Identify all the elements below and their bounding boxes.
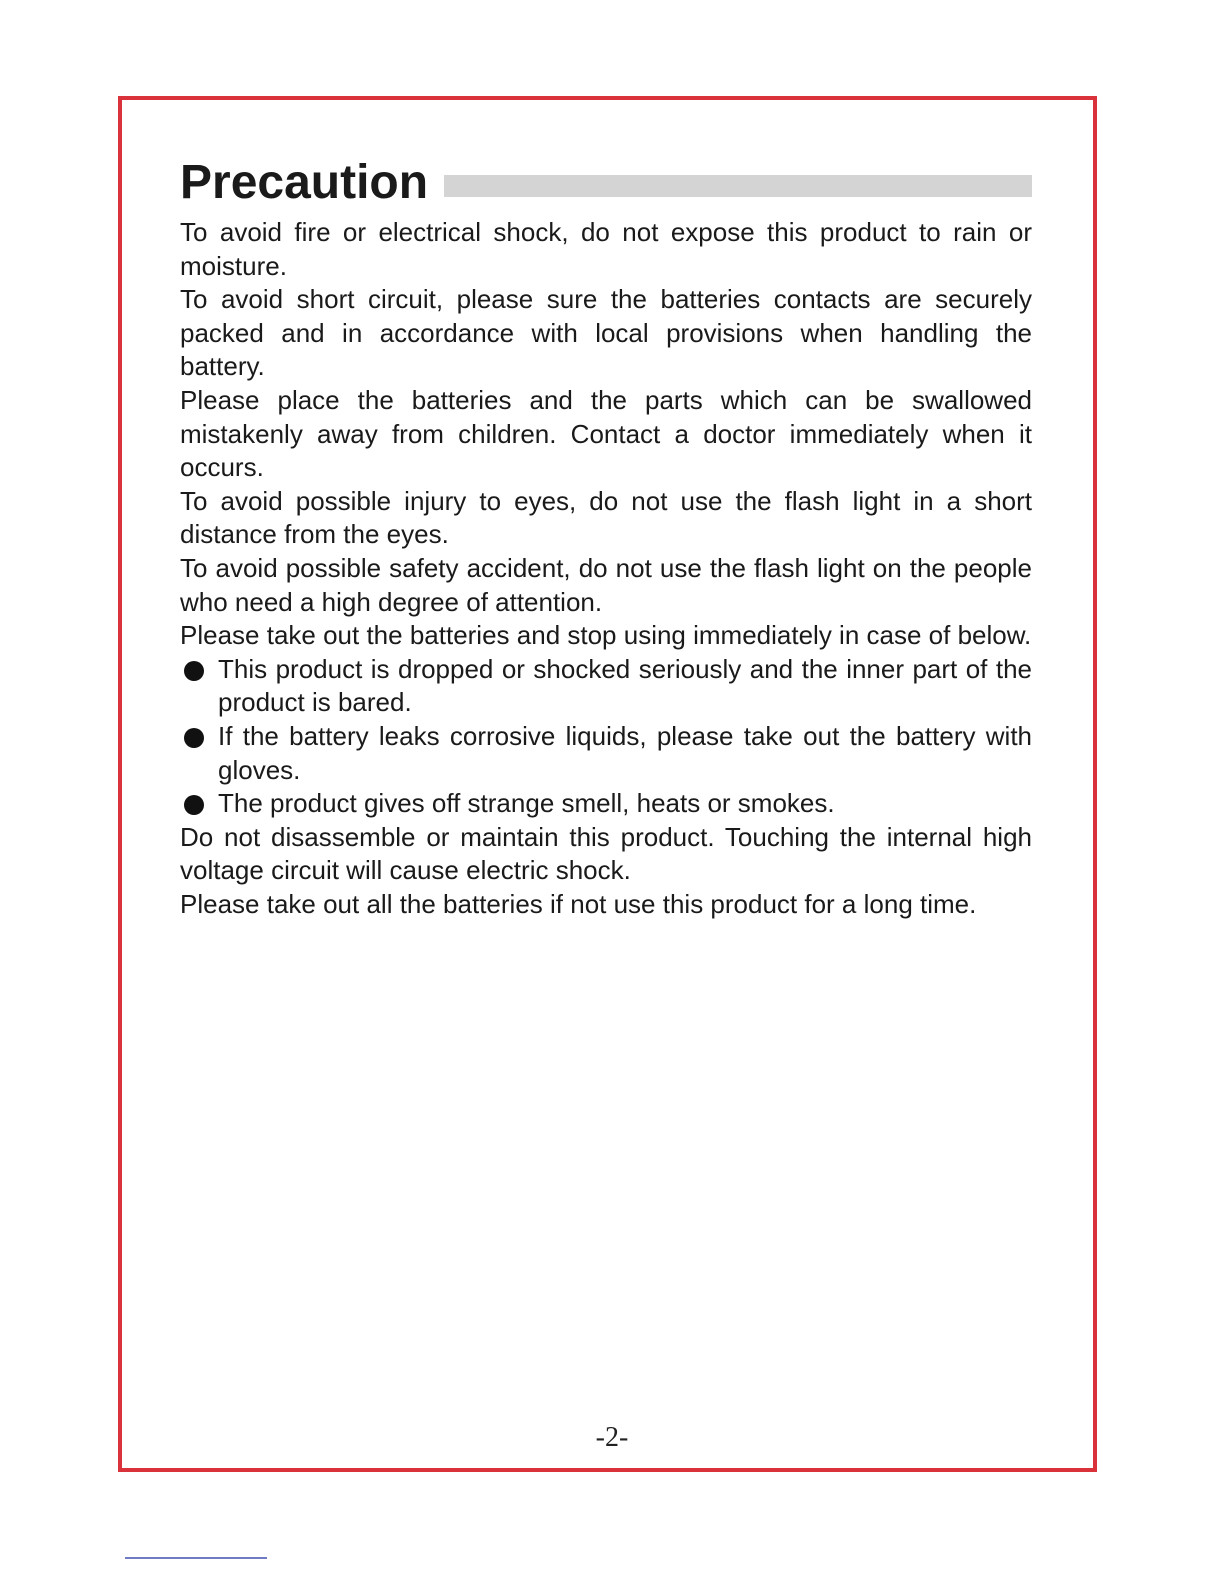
paragraph-disassemble: Do not disassemble or maintain this product. Touching the internal high voltage circuit will cause electric shock. <box>180 821 1032 886</box>
list-item-text: This product is dropped or shocked seriously and the inner part of the product is bared. <box>218 653 1032 718</box>
title-underline-bar <box>444 175 1032 197</box>
paragraph-stop-using: Please take out the batteries and stop using immediately in case of below. <box>180 620 1032 651</box>
stop-conditions-list <box>180 653 1032 821</box>
precaution-body <box>180 216 1032 921</box>
bullet-icon <box>184 728 204 748</box>
paragraph-short-circuit: To avoid short circuit, please sure the batteries contacts are securely packed and in accordance with local provisions when handling the battery. <box>180 284 1032 382</box>
list-item-text: If the battery leaks corrosive liquids, please take out the battery with gloves. <box>218 720 1032 785</box>
page-title: Precaution <box>180 156 429 209</box>
bullet-icon <box>184 661 204 681</box>
page-number: -2- <box>595 1422 629 1453</box>
precaution-section <box>180 152 1032 921</box>
paragraph-rain-moisture: To avoid fire or electrical shock, do not expose this product to rain or moisture. <box>180 217 1032 281</box>
paragraph-eye-injury: To avoid possible injury to eyes, do not use the flash light in a short distance from the eyes. <box>180 485 1032 550</box>
list-item <box>180 720 1032 787</box>
footer-rule <box>125 1557 267 1559</box>
bullet-icon <box>184 795 204 815</box>
list-item <box>180 787 1032 821</box>
list-item-text: The product gives off strange smell, heats or smokes. <box>218 788 835 819</box>
paragraph-safety-accident: To avoid possible safety accident, do not use the flash light on the people who need a high degree of attention. <box>180 552 1032 617</box>
paragraph-children: Please place the batteries and the parts which can be swallowed mistakenly away from children. Contact a doctor immediately when it occurs. <box>180 384 1032 483</box>
title-row <box>180 152 1032 214</box>
paragraph-long-time: Please take out all the batteries if not use this product for a long time. <box>180 888 977 919</box>
list-item <box>180 653 1032 720</box>
